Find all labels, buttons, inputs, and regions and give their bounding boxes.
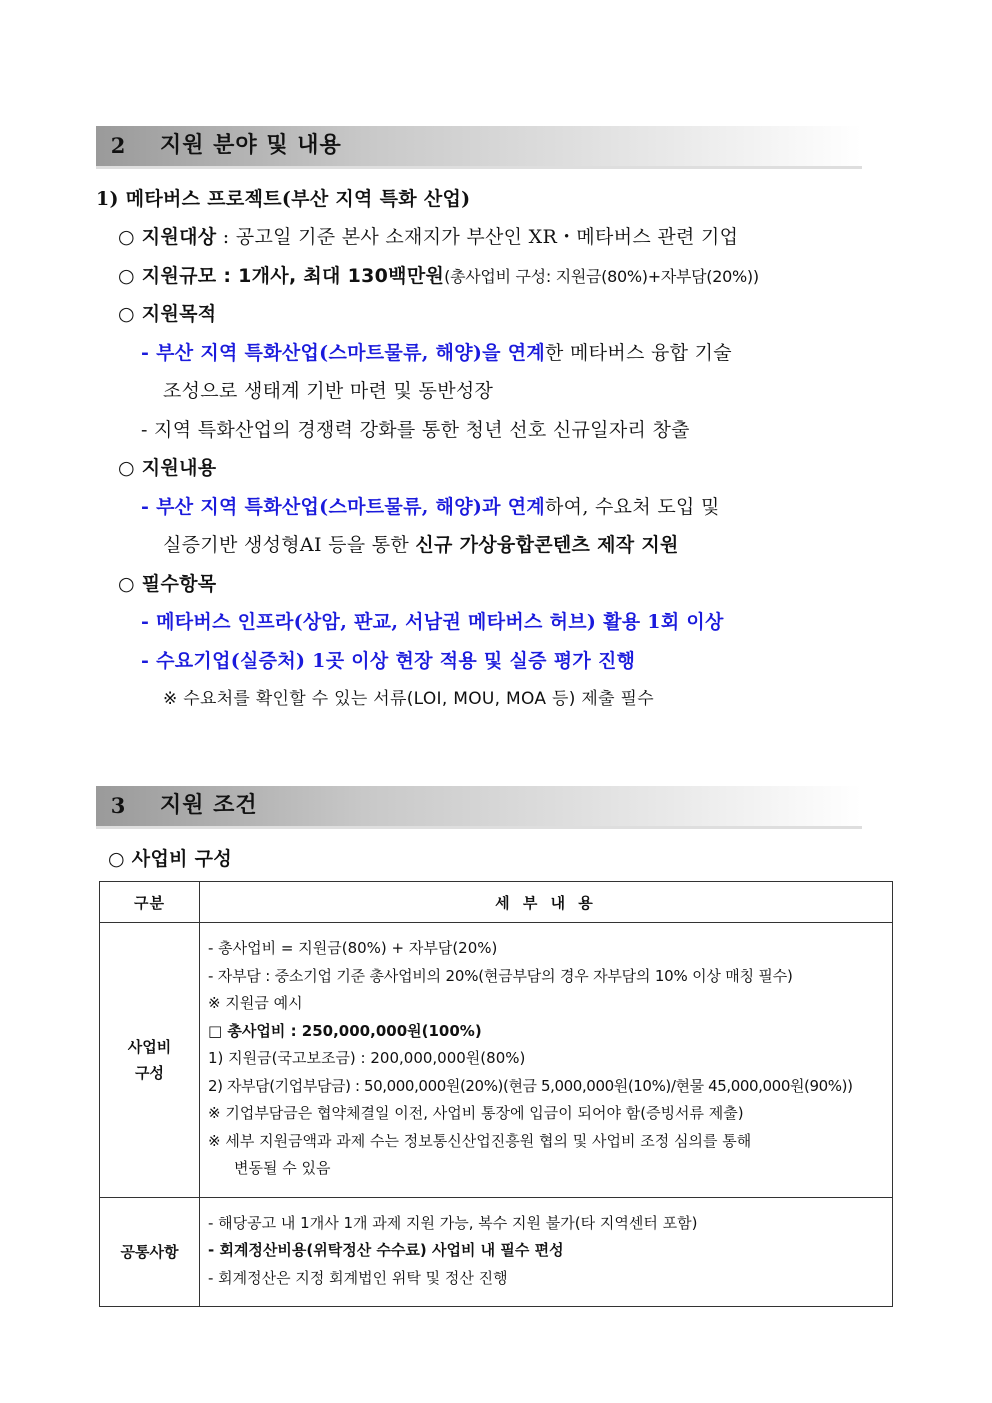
target-line [118,222,738,249]
row-label-cost-b: 구성 [135,1063,164,1082]
detail-line: ※ 기업부담금은 협약체결일 이전, 사업비 통장에 입금이 되어야 함(증빙서류 제출) [208,1104,744,1122]
item-heading: 1) 메타버스 프로젝트(부산 지역 특화 산업) [96,188,471,210]
purpose-item-2: - 지역 특화산업의 경쟁력 강화를 통한 청년 선호 신규일자리 창출 [141,419,690,441]
table-header-row [100,882,893,923]
required-item-1: - 메타버스 인프라(상암, 판교, 서남권 메타버스 허브) 활용 1회 이상 [141,611,724,633]
content-label: ○ 지원내용 [118,457,217,479]
detail-line: - 회계정산비용(위탁정산 수수료) 사업비 내 필수 편성 [208,1241,564,1259]
detail-line: ※ 지원금 예시 [208,994,303,1012]
required-item-2: - 수요기업(실증처) 1곳 이상 현장 적용 및 실증 평가 진행 [141,650,636,672]
purpose-item-1-highlight: - 부산 지역 특화산업(스마트물류, 해양)을 연계 [141,342,546,364]
purpose-item-1-cont: 조성으로 생태계 기반 마련 및 동반성장 [163,380,494,402]
table-row [100,923,893,1198]
purpose-item-1 [141,338,732,365]
scale-label: ○ 지원규모 : 1개사, 최대 130백만원 [118,265,445,287]
detail-line: 변동될 수 있음 [234,1159,331,1177]
detail-line: ※ 세부 지원금액과 과제 수는 정보통신산업진흥원 협의 및 사업비 조정 심의를 통해 [208,1131,752,1150]
section-title: 지원 조건 [160,793,258,818]
detail-line: 1) 지원금(국고보조금) : 200,000,000원(80%) [208,1049,526,1067]
detail-line: □ 총사업비 : 250,000,000원(100%) [208,1021,482,1040]
row-details-common [200,1197,893,1307]
row-details-cost [200,923,893,1198]
detail-line: - 회계정산은 지정 회계법인 위탁 및 정산 진행 [208,1268,508,1287]
scale-text: (총사업비 구성: 지원금(80%)+자부담(20%)) [444,267,759,286]
cost-subheading: ○ 사업비 구성 [108,848,232,870]
content-item-1-cont [163,530,679,557]
required-note: ※ 수요처를 확인할 수 있는 서류(LOI, MOU, MOA 등) 제출 필수 [163,689,654,709]
header-category: 구분 [100,882,200,923]
content-item-1-highlight: - 부산 지역 특화산업(스마트물류, 해양)과 연계 [141,496,546,518]
section-2-header [96,126,862,169]
row-label-cost-a: 사업비 [127,1037,172,1056]
detail-line: - 총사업비 = 지원금(80%) + 자부담(20%) [208,939,498,957]
row-label-cost [100,923,200,1198]
content-item-1 [141,492,720,519]
detail-line: - 자부담 : 중소기업 기준 총사업비의 20%(현금부담의 경우 자부담의 10% 이상 매칭 필수) [208,966,793,985]
table-row [100,1197,893,1307]
detail-line: 2) 자부담(기업부담금) : 50,000,000원(20%)(현금 5,000,000원(10%)/현물 45,000,000원(90%)) [208,1076,853,1095]
detail-line: - 해당공고 내 1개사 1개 과제 지원 가능, 복수 지원 불가(타 지역센터 포함) [208,1213,698,1232]
purpose-label: ○ 지원목적 [118,303,217,325]
purpose-item-1-rest: 한 메타버스 융합 기술 [545,342,732,364]
section-number: 3 [110,793,126,818]
section-title: 지원 분야 및 내용 [160,133,342,158]
section-3-header [96,786,862,829]
cost-table [99,881,893,1307]
header-details: 세 부 내 용 [200,882,893,923]
content-item-1-cont-b: 신규 가상융합콘텐츠 제작 지원 [415,534,679,556]
target-label: ○ 지원대상 [118,226,217,248]
required-label: ○ 필수항목 [118,573,217,595]
target-text: : 공고일 기준 본사 소재지가 부산인 XR・메타버스 관련 기업 [216,226,739,248]
section-number: 2 [110,133,126,158]
scale-line [118,261,759,288]
content-item-1-rest: 하여, 수요처 도입 및 [545,496,720,518]
row-label-common: 공통사항 [100,1197,200,1307]
content-item-1-cont-a: 실증기반 생성형AI 등을 통한 [163,534,416,556]
